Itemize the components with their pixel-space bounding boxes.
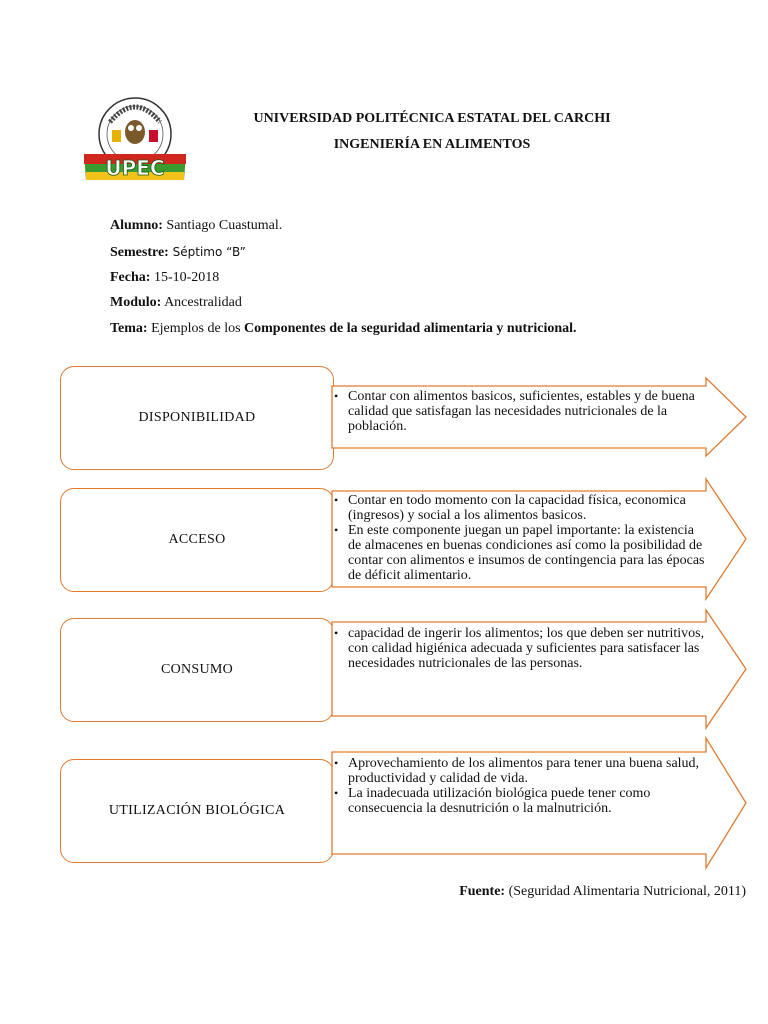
component-arrow-acceso xyxy=(332,479,746,599)
component-bullets xyxy=(338,389,708,434)
component-name: CONSUMO xyxy=(160,662,234,677)
component-bullets xyxy=(338,626,708,671)
alumno-line xyxy=(110,218,282,234)
modulo-label: Modulo: xyxy=(110,295,162,310)
fuente-label: Fuente: xyxy=(459,884,506,899)
bullet-item: • Aprovechamiento de los alimentos para tener una buena salud, productividad y calidad de vida. xyxy=(338,756,708,786)
alumno-value: Santiago Cuastumal. xyxy=(162,218,283,233)
tema-value-bold: Componentes de la seguridad alimentaria y nutricional. xyxy=(244,321,577,336)
logo-text: UPEC xyxy=(105,156,165,180)
component-arrow-consumo xyxy=(332,610,746,728)
university-title: UNIVERSIDAD POLITÉCNICA ESTATAL DEL CARCHI xyxy=(253,111,611,126)
component-bullets xyxy=(338,756,708,816)
component-box-disponibilidad xyxy=(60,366,334,470)
fecha-label: Fecha: xyxy=(110,270,151,285)
fecha-line xyxy=(110,270,219,286)
fecha-value: 15-10-2018 xyxy=(150,270,220,285)
component-box-acceso xyxy=(60,488,334,592)
tema-line xyxy=(110,321,577,337)
component-box-consumo xyxy=(60,618,334,722)
component-arrow-disponibilidad xyxy=(332,378,746,456)
bullet-item: • Contar con alimentos basicos, suficientes, estables y de buena calidad que satisfagan las necesidades nutricionales de la población. xyxy=(338,389,708,434)
semestre-line xyxy=(110,245,246,261)
component-box-utilizacion-biologica xyxy=(60,759,334,863)
semestre-value: Séptimo “B” xyxy=(168,245,246,259)
component-name: ACCESO xyxy=(168,532,226,547)
alumno-label: Alumno: xyxy=(110,218,163,233)
tema-value: Ejemplos de los xyxy=(147,321,245,336)
component-bullets xyxy=(338,493,708,583)
tema-label: Tema: xyxy=(110,321,148,336)
modulo-value: Ancestralidad xyxy=(161,295,242,310)
component-name: UTILIZACIÓN BIOLÓGICA xyxy=(108,803,286,818)
bullet-item: • capacidad de ingerir los alimentos; los que deben ser nutritivos, con calidad higiénica adecuada y suficientes para satisfacer las necesidades nutricionales de las personas. xyxy=(338,626,708,671)
fuente-value: (Seguridad Alimentaria Nutricional, 2011) xyxy=(505,884,746,899)
bullet-item: • Contar en todo momento con la capacidad física, economica (ingresos) y social a los alimentos basicos. xyxy=(338,493,708,523)
component-name: DISPONIBILIDAD xyxy=(138,410,256,425)
semestre-label: Semestre: xyxy=(110,245,169,260)
source-citation xyxy=(459,884,746,900)
career-title: INGENIERÍA EN ALIMENTOS xyxy=(333,137,531,152)
bullet-item: • En este componente juegan un papel importante: la existencia de almacenes en buenas condiciones así como la posibilidad de contar con alimentos e insumos de contingencia para las épocas de déficit alimentario. xyxy=(338,523,708,583)
modulo-line xyxy=(110,295,242,311)
component-arrow-utilizacion-biologica xyxy=(332,738,746,868)
bullet-item: • La inadecuada utilización biológica puede tener como consecuencia la desnutrición o la malnutrición. xyxy=(338,786,708,816)
